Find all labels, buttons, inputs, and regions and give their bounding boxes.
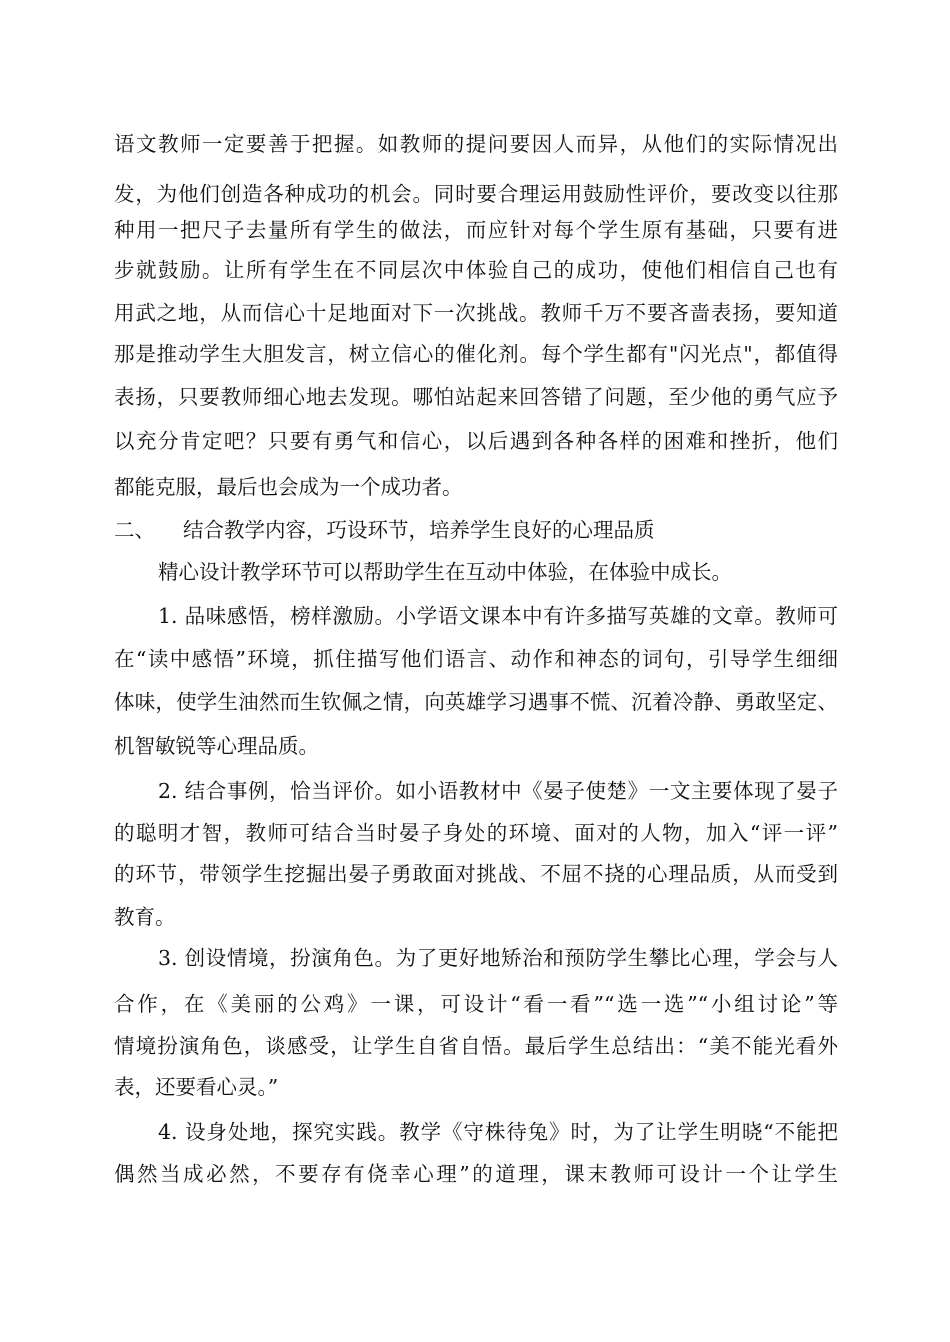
paragraph-line: 那是推动学生大胆发言，树立信心的催化剂。每个学生都有"闪光点"，都值得 [114,342,838,366]
paragraph-line: 以充分肯定吧？只要有勇气和信心，以后遇到各种各样的困难和挫折，他们 [114,429,838,453]
item-3-line: 情境扮演角色，谈感受，让学生自省自悟。最后学生总结出：“美不能光看外 [114,1034,838,1058]
item-2-line: 2. 结合事例，恰当评价。如小语教材中《晏子使楚》一文主要体现了晏子 [158,779,838,803]
item-4-line: 4. 设身处地，探究实践。教学《守株待兔》时，为了让学生明晓“不能把 [158,1120,838,1144]
paragraph-line: 用武之地，从而信心十足地面对下一次挑战。教师千万不要吝啬表扬，要知道 [114,301,838,325]
section-heading: 结合教学内容，巧设环节，培养学生良好的心理品质 [183,518,655,542]
item-1-line: 机智敏锐等心理品质。 [114,734,319,758]
item-1-line: 1. 品味感悟，榜样激励。小学语文课本中有许多描写英雄的文章。教师可 [158,604,838,628]
paragraph-line: 步就鼓励。让所有学生在不同层次中体验自己的成功，使他们相信自己也有 [114,258,838,282]
intro-paragraph: 精心设计教学环节可以帮助学生在互动中体验，在体验中成长。 [158,560,732,584]
paragraph-line: 发，为他们创造各种成功的机会。同时要合理运用鼓励性评价，要改变以往那 [114,182,838,206]
item-2-line: 的聪明才智，教师可结合当时晏子身处的环境、面对的人物，加入“评一评” [114,821,838,845]
paragraph-line: 种用一把尺子去量所有学生的做法，而应针对每个学生原有基础，只要有进 [114,218,838,242]
item-3-line: 表，还要看心灵。” [114,1075,279,1099]
section-number: 二、 [114,518,155,542]
item-3-line: 3. 创设情境，扮演角色。为了更好地矫治和预防学生攀比心理，学会与人 [158,946,838,970]
item-3-line: 合作，在《美丽的公鸡》一课，可设计“看一看”“选一选”“小组讨论”等 [114,992,838,1016]
paragraph-line: 都能克服，最后也会成为一个成功者。 [114,475,463,499]
item-2-line: 教育。 [114,905,176,929]
paragraph-line: 语文教师一定要善于把握。如教师的提问要因人而异，从他们的实际情况出 [114,132,838,156]
item-2-line: 的环节，带领学生挖掘出晏子勇敢面对挑战、不屈不挠的心理品质，从而受到 [114,862,838,886]
item-1-line: 在“读中感悟”环境，抓住描写他们语言、动作和神态的词句，引导学生细细 [114,647,838,671]
item-1-line: 体味，使学生油然而生钦佩之情，向英雄学习遇事不慌、沉着冷静、勇敢坚定、 [114,690,838,714]
paragraph-line: 表扬，只要教师细心地去发现。哪怕站起来回答错了问题，至少他的勇气应予 [114,385,838,409]
item-4-line: 偶然当成必然，不要存有侥幸心理”的道理，课末教师可设计一个让学生 [114,1162,838,1186]
